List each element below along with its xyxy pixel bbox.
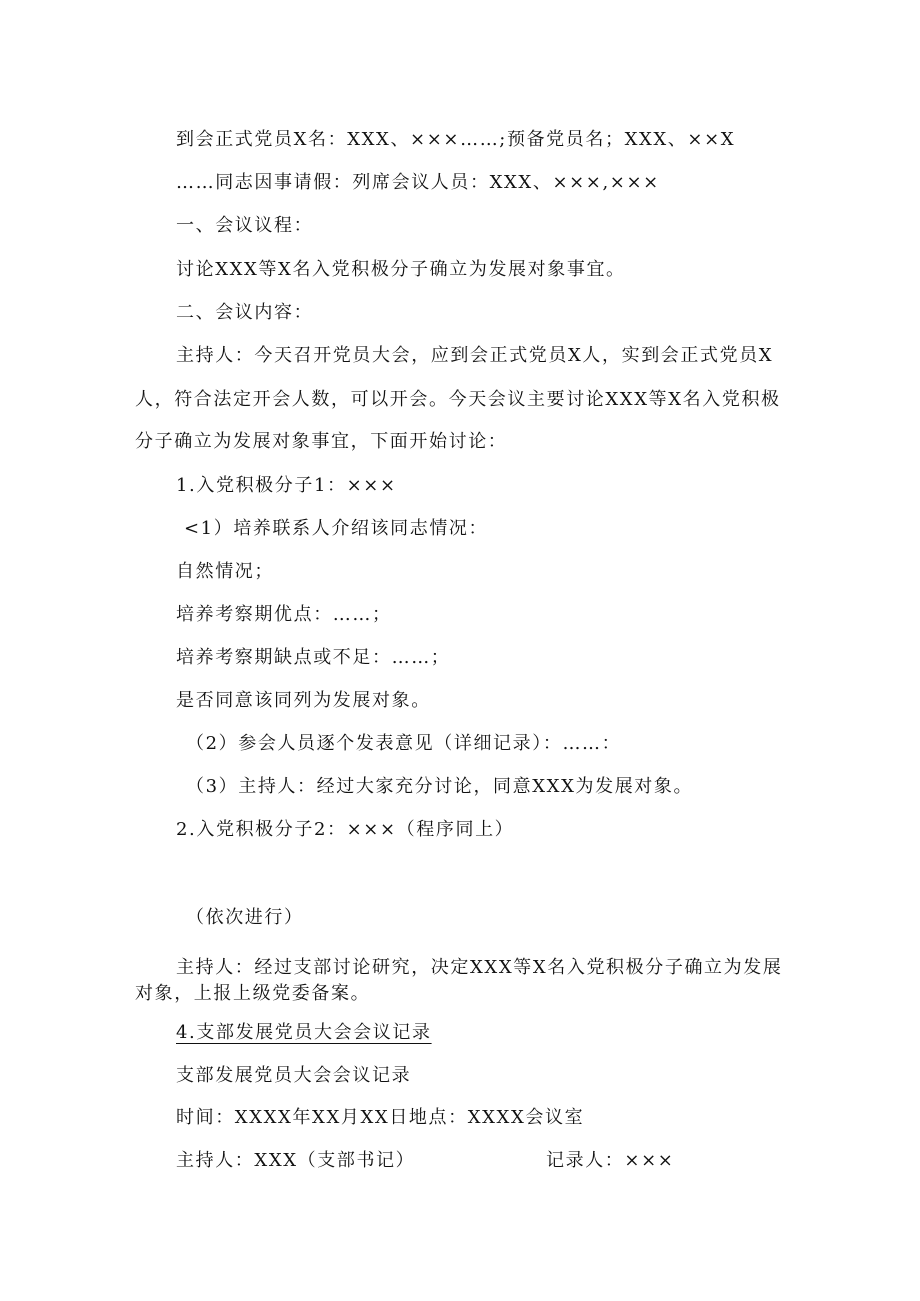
host-conclusion-line-2: 对象，上报上级党委备案。 [135,983,371,1004]
natural-info: 自然情况； [176,561,274,582]
sequence-note: （依次进行） [186,907,304,928]
recorder: 记录人：××× [546,1150,675,1171]
item-2-title: 2.入党积极分子2：×××（程序同上） [176,819,515,840]
attendance-line-1: 到会正式党员X名：XXX、×××……;预备党员名；XXX、××X [176,129,736,150]
item-1-step-1: <1）培养联系人介绍该同志情况： [184,518,489,539]
record-title: 支部发展党员大会会议记录 [176,1065,412,1086]
attendance-line-2: ……同志因事请假：列席会议人员：XXX、×××,××× [176,172,660,193]
host-intro-line-2: 人，符合法定开会人数，可以开会。今天会议主要讨论XXX等X名入党积极 [135,389,781,410]
time-place: 时间：XXXX年XX月XX日地点：XXXX会议室 [176,1107,585,1128]
section-1-title: 一、会议议程： [176,215,314,236]
host-name: 主持人：XXX（支部书记） [176,1150,416,1171]
host-intro-line-3: 分子确立为发展对象事宜，下面开始讨论： [135,431,508,452]
agree-question: 是否同意该同列为发展对象。 [176,690,431,711]
strengths: 培养考察期优点：……； [176,604,392,625]
item-1-step-2: （2）参会人员逐个发表意见（详细记录）：……： [186,733,622,754]
section-2-title: 二、会议内容： [176,302,314,323]
item-1-title: 1.入党积极分子1：××× [176,475,397,496]
item-1-step-3: （3）主持人：经过大家充分讨论，同意XXX为发展对象。 [186,776,694,797]
host-intro-line-1: 主持人：今天召开党员大会，应到会正式党员X人，实到会正式党员X [176,345,774,366]
agenda-text: 讨论XXX等X名入党积极分子确立为发展对象事宜。 [176,259,626,280]
host-conclusion-line-1: 主持人：经过支部讨论研究，决定XXX等X名入党积极分子确立为发展 [176,957,783,978]
weaknesses: 培养考察期缺点或不足：……； [176,647,451,668]
section-4-title: 4.支部发展党员大会会议记录 [176,1022,432,1043]
